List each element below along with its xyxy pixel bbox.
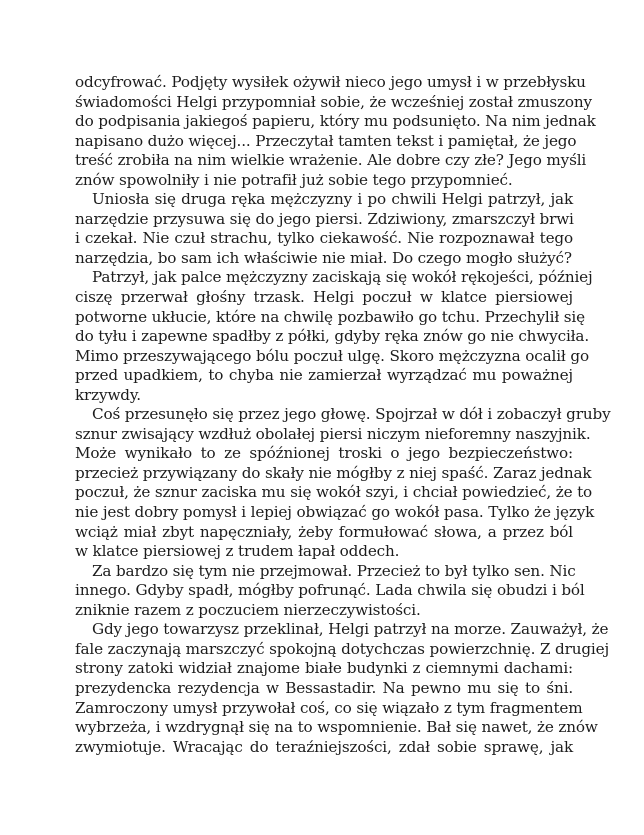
- paragraph: [75, 405, 611, 561]
- text-line: fale zaczynają marszczyć spokojną dotychczas powierzchnię. Z drugiej: [75, 639, 610, 658]
- text-line: strony zatoki widział znajome białe budynki z ciemnymi dachami:: [75, 659, 573, 678]
- document-page: [75, 73, 611, 757]
- text-line: do tyłu i zapewne spadłby z półki, gdyby ręka znów go nie chwyciła.: [75, 327, 590, 346]
- paragraph: [75, 190, 573, 268]
- text-line: Uniosła się druga ręka mężczyzny i po chwili Helgi patrzył, jak: [92, 190, 573, 209]
- text-line: odcyfrować. Podjęty wysiłek ożywił nieco jego umysł i w przebłysku: [75, 73, 586, 91]
- text-line: krzywdy.: [75, 385, 141, 404]
- text-line: przed upadkiem, to chyba nie zamierzał wyrządzać mu poważnej: [75, 366, 573, 385]
- text-line: ciszę przerwał głośny trzask. Helgi poczuł w klatce piersiowej: [75, 288, 573, 307]
- text-line: poczuł, że sznur zaciska mu się wokół szyi, i chciał powiedzieć, że to: [75, 483, 593, 502]
- text-line: Mimo przeszywającego bólu poczuł ulgę. Skoro mężczyzna ocalił go: [75, 346, 589, 365]
- text-line: Zamroczony umysł przywołał coś, co się wiązało z tym fragmentem: [75, 698, 583, 717]
- paragraph: [75, 620, 610, 757]
- text-line: wciąż miał zbyt napęczniały, żeby formułować słowa, a przez ból: [75, 522, 573, 541]
- text-line: zwymiotuje. Wracając do teraźniejszości, zdał sobie sprawę, jak: [75, 737, 573, 756]
- text-line: napisano dużo więcej... Przeczytał tamten tekst i pamiętał, że jego: [75, 131, 577, 150]
- text-line: Może wynikało to ze spóźnionej troski o jego bezpieczeństwo:: [75, 444, 573, 463]
- text-line: Gdy jego towarzysz przeklinał, Helgi patrzył na morze. Zauważył, że: [92, 620, 609, 639]
- text-line: potworne ukłucie, które na chwilę pozbawiło go tchu. Przechylił się: [75, 307, 585, 326]
- text-line: sznur zwisający wzdłuż obolałej piersi niczym nieforemny naszyjnik.: [75, 424, 591, 443]
- text-line: narzędzie przysuwa się do jego piersi. Zdziwiony, zmarszczył brwi: [75, 209, 574, 228]
- paragraph: [75, 268, 593, 405]
- text-line: świadomości Helgi przypomniał sobie, że wcześniej został zmuszony: [75, 92, 592, 111]
- paragraph: [75, 561, 585, 621]
- text-line: znów spowolniły i nie potrafił już sobie tego przypomnieć.: [75, 170, 513, 189]
- text-line: Coś przesunęło się przez jego głowę. Spojrzał w dół i zobaczył gruby: [92, 405, 611, 424]
- text-line: i czekał. Nie czuł strachu, tylko ciekawość. Nie rozpoznawał tego: [75, 229, 573, 248]
- text-line: narzędzia, bo sam ich właściwie nie miał. Do czego mogło służyć?: [75, 248, 572, 267]
- paragraph: [75, 73, 596, 190]
- text-line: treść zrobiła na nim wielkie wrażenie. Ale dobre czy złe? Jego myśli: [75, 151, 587, 170]
- text-line: wybrzeża, i wzdrygnął się na to wspomnienie. Bał się nawet, że znów: [75, 718, 598, 737]
- text-line: innego. Gdyby spadł, mógłby pofrunąć. Lada chwila się obudzi i ból: [75, 581, 585, 600]
- text-line: do podpisania jakiegoś papieru, który mu podsunięto. Na nim jednak: [75, 112, 596, 131]
- text-line: Patrzył, jak palce mężczyzny zaciskają się wokół rękojeści, później: [92, 268, 593, 287]
- text-line: Za bardzo się tym nie przejmował. Przecież to był tylko sen. Nic: [92, 561, 576, 580]
- text-line: przecież przywiązany do skały nie mógłby z niej spaść. Zaraz jednak: [75, 463, 592, 482]
- text-line: nie jest dobry pomysł i lepiej obwiązać go wokół pasa. Tylko że język: [75, 503, 595, 522]
- text-line: zniknie razem z poczuciem nierzeczywistości.: [75, 600, 421, 619]
- text-line: prezydencka rezydencja w Bessastadir. Na pewno mu się to śni.: [75, 678, 573, 697]
- text-line: w klatce piersiowej z trudem łapał oddech.: [75, 542, 400, 561]
